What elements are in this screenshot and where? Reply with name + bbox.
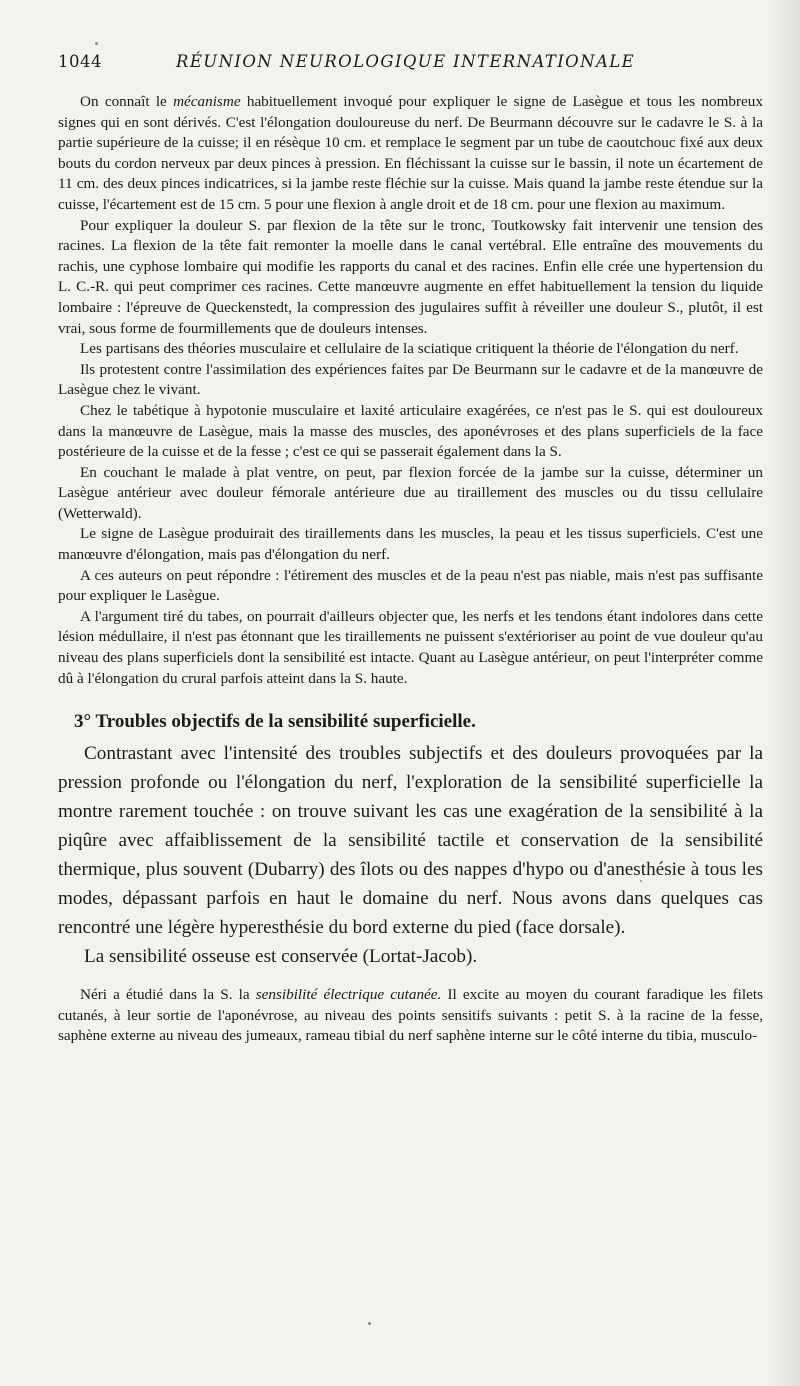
paragraph-text: Néri a étudié dans la S. la	[80, 986, 256, 1004]
page-body	[58, 92, 763, 1047]
paragraph: Ils protestent contre l'assimilation des expériences faites par De Beurmann sur le cadavre et de la manœuvre de Lasègue chez le vivant.	[58, 360, 763, 399]
paragraph-text: On connaît le	[80, 93, 174, 110]
print-speck	[95, 42, 98, 45]
print-speck	[368, 1322, 371, 1325]
paragraph-text: habituellement invoqué pour expliquer le signe de Lasègue et tous les nombreux signes qui en sont dérivés. C'est l'élongation douloureuse du nerf. De Beurmann découvre sur le cadavre le S. à la partie supérieure de la cuisse; il en résèque 10 cm. et remplace le segment par un tube de caoutchouc fixé aux deux bouts du cordon nerveux par deux pinces à pression. En fléchissant la cuisse sur le bassin, il note un écartement de 11 cm. des deux pinces indicatrices, si la jambe reste fléchie sur la cuisse. Mais quand la jambe reste étendue sur la cuisse, l'écartement est de 15 cm. 5 pour une flexion à angle droit et de 18 cm. pour une flexion au maximum.	[58, 93, 763, 213]
page-number: 1044	[58, 52, 102, 71]
running-header	[58, 52, 758, 76]
spacer	[58, 971, 763, 985]
section-heading: 3° Troubles objectifs de la sensibilité superficielle.	[74, 711, 476, 733]
paragraph: Les partisans des théories musculaire et cellulaire de la sciatique critiquent la théorie de l'élongation du nerf.	[80, 340, 739, 358]
paragraph: Pour expliquer la douleur S. par flexion de la tête sur le tronc, Toutkowsky fait intervenir une tension des racines. La flexion de la tête fait remonter la moelle dans le canal vertébral. Elle entraîne des mouvements du rachis, une cyphose lombaire qui modifie les rapports du canal et des racines. Enfin elle crée une hypertension du L. C.-R. qui peut comprimer ces racines. Cette manœuvre augmente en effet habituellement la tension du liquide lombaire : l'épreuve de Queckenstedt, la compression des jugulaires suffit à réveiller une douleur S., plutôt, il est vrai, sous forme de fourmillements que de douleurs intenses.	[58, 216, 763, 337]
paragraph-large: La sensibilité osseuse est conservée (Lortat-Jacob).	[84, 946, 478, 968]
paragraph: Chez le tabétique à hypotonie musculaire et laxité articulaire exagérées, ce n'est pas le S. qui est douloureux dans la manœuvre de Lasègue, mais la masse des muscles, des aponévroses et des plans superficiels de la face postérieure de la cuisse et de la fesse ; c'est ce qui se passerait également dans la S.	[58, 401, 763, 461]
emphasis-text: sensibilité électrique cutanée.	[255, 986, 442, 1004]
paragraph	[58, 985, 763, 1047]
paragraph-large: Contrastant avec l'intensité des troubles subjectifs et des douleurs provoquées par la pression profonde ou l'élongation du nerf, l'exploration de la sensibilité superficielle la montre rarement touchée : on trouve suivant les cas une exagération de la sensibilité à la piqûre avec affaiblissement de la sensibilité tactile et conservation de la sensibilité thermique, plus souvent (Dubarry) des îlots ou des nappes d'hypo ou d'anesthésie à tous les modes, dépassant parfois en haut le domaine du nerf. Nous avons dans quelques cas rencontré une légère hyperesthésie du bord externe du pied (face dorsale).	[58, 743, 763, 939]
print-speck	[640, 880, 642, 882]
page-edge-shadow	[766, 0, 800, 1386]
paragraph: A ces auteurs on peut répondre : l'étirement des muscles et de la peau n'est pas niable, mais n'est pas suffisante pour expliquer le Lasègue.	[58, 566, 763, 605]
paragraph: Le signe de Lasègue produirait des tiraillements dans les muscles, la peau et les tissus superficiels. C'est une manœuvre d'élongation, mais pas d'élongation du nerf.	[58, 525, 763, 564]
paragraph: En couchant le malade à plat ventre, on peut, par flexion forcée de la jambe sur la cuisse, déterminer un Lasègue antérieur avec douleur fémorale antérieure due au tiraillement des muscles ou du tissu cellulaire (Wetterwald).	[58, 463, 763, 522]
emphasis-text: mécanisme	[173, 93, 241, 110]
paragraph	[58, 92, 763, 216]
running-title: RÉUNION NEUROLOGIQUE INTERNATIONALE	[176, 52, 636, 71]
paragraph: A l'argument tiré du tabes, on pourrait d'ailleurs objecter que, les nerfs et les tendons étant indolores dans cette lésion médullaire, il n'est pas étonnant que les tiraillements ne puissent s'extérioriser au point de vue douleur qu'au niveau des plans superficiels dont la sensibilité est intacte. Quant au Lasègue antérieur, on peut l'interpréter comme dû à l'élongation du crural parfois atteint dans la S. haute.	[58, 607, 763, 687]
paragraph-text: Il excite au moyen du courant faradique les filets cutanés, à leur sortie de l'aponévrose, au niveau des points sensitifs suivants : petit S. à la racine de la fesse, saphène externe au niveau des jumeaux, rameau tibial du nerf saphène interne sur le côté interne du tibia, musculo-	[58, 986, 763, 1045]
